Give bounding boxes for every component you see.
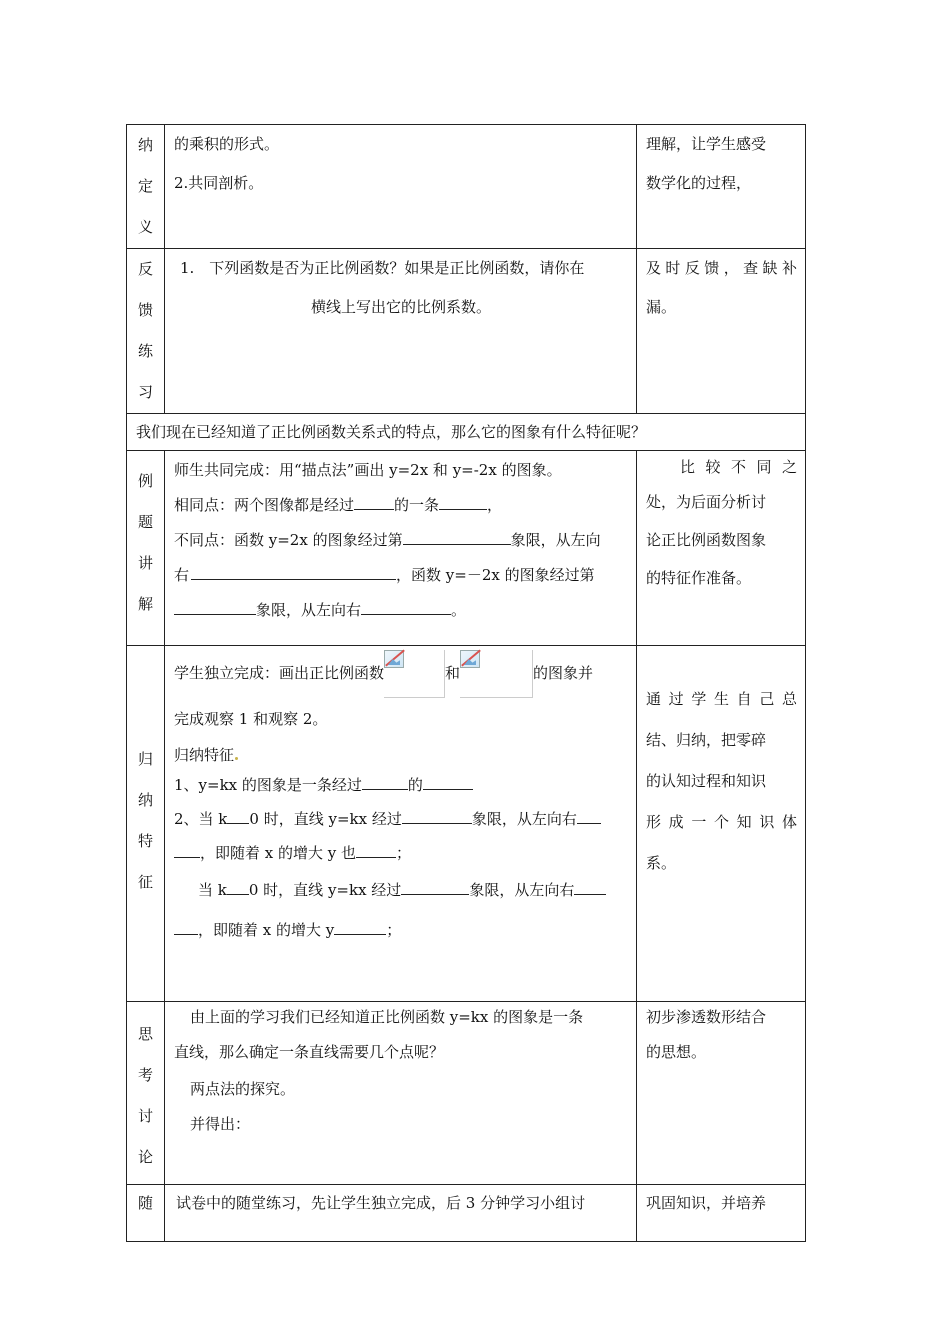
text-span: 归纳特征: [174, 746, 235, 764]
text-span: ，即随着 x 的增大 y: [198, 921, 335, 939]
text-line: [174, 868, 628, 912]
text-span: 相同点：两个图像都是经过: [174, 496, 355, 514]
blank: [356, 841, 396, 858]
label-char: 例: [137, 472, 153, 490]
text-line: [174, 593, 628, 628]
text-line: 完成观察 1 和观察 2。: [174, 710, 328, 728]
note-line: 的认知过程和知识: [646, 772, 767, 790]
text-line: 横线上写出它的比例系数。: [310, 298, 491, 316]
section-label: [127, 1185, 165, 1242]
text-span: ，即随着 x 的增大 y 也: [200, 844, 357, 862]
broken-image-icon: [460, 650, 533, 698]
blank: [403, 528, 511, 545]
dot-mark: [235, 757, 238, 760]
text-span: 2、当 k: [174, 810, 228, 828]
blank: [227, 807, 249, 824]
label-char: 思: [137, 1025, 153, 1043]
text-line: [174, 558, 628, 593]
text-span: 右: [174, 566, 190, 584]
label-char: 解: [137, 595, 153, 613]
broken-image-icon: [384, 650, 445, 698]
text-span: 0 时，直线 y=kx 经过: [248, 881, 402, 899]
note-line: 的特征作准备。: [646, 569, 752, 587]
text-span: 和: [445, 664, 461, 682]
blank: [402, 807, 472, 824]
section-label: [127, 249, 165, 414]
text-span: 的图象并: [533, 664, 594, 682]
text-span: ；: [396, 844, 412, 862]
content-cell: [165, 249, 637, 414]
transition-cell: [127, 414, 806, 451]
text-span: 象限，从左向: [510, 531, 601, 549]
text-span: ，: [487, 496, 503, 514]
text-line: 并得出：: [190, 1115, 251, 1133]
blank: [439, 493, 487, 510]
row-transition: [127, 414, 806, 451]
row-example: [127, 451, 806, 646]
label-char: 征: [137, 873, 153, 891]
text-line: [174, 740, 628, 770]
blank: [174, 841, 200, 858]
text-line: [174, 800, 628, 838]
text-span: ；: [386, 921, 402, 939]
row-discussion: [127, 1002, 806, 1185]
text-span: ，函数 y=－2x 的图象经过第: [396, 566, 595, 584]
blank: [174, 598, 256, 615]
note-line: 漏。: [646, 298, 677, 316]
purpose-cell: [637, 646, 806, 1002]
blank: [362, 773, 408, 790]
section-label: [127, 125, 165, 249]
row-feedback: [127, 249, 806, 414]
note-line: 形 成 一 个 知 识 体: [646, 813, 797, 831]
section-label: [127, 451, 165, 646]
note-line: 及时反馈，查缺补: [646, 259, 797, 277]
label-char: 归: [137, 750, 153, 768]
label-char: 讨: [137, 1107, 153, 1125]
content-cell: [165, 646, 637, 1002]
blank: [361, 598, 451, 615]
content-cell: [165, 451, 637, 646]
lesson-plan-table: [126, 124, 806, 1242]
note-line: 巩固知识，并培养: [646, 1194, 767, 1212]
blank: [191, 563, 396, 580]
note-line: 结、归纳，把零碎: [646, 731, 767, 749]
row-definition: [127, 125, 806, 249]
text-line: 的乘积的形式。: [174, 135, 280, 153]
text-span: 学生独立完成：画出正比例函数: [174, 664, 385, 682]
note-line: 论正比例函数图象: [646, 531, 767, 549]
text-line: 两点法的探究。: [190, 1080, 296, 1098]
purpose-cell: [637, 1185, 806, 1242]
label-char: 反: [137, 260, 153, 278]
content-cell: [165, 1002, 637, 1185]
note-line: 数学化的过程，: [646, 174, 752, 192]
section-label: [127, 646, 165, 1002]
label-char: 论: [137, 1148, 153, 1166]
text-line: [174, 770, 628, 800]
note-line: 的思想。: [646, 1043, 707, 1061]
text-line: 直线，那么确定一条直线需要几个点呢？: [174, 1043, 445, 1061]
blank: [574, 878, 606, 895]
label-char: 定: [137, 177, 153, 195]
label-char: 题: [137, 513, 153, 531]
note-line: 通 过 学 生 自 己 总: [646, 690, 797, 708]
text-span: 象限，从左向右: [469, 881, 575, 899]
purpose-cell: [637, 249, 806, 414]
label-char: 讲: [137, 554, 153, 572]
blank: [334, 918, 386, 935]
section-label: [127, 1002, 165, 1185]
label-char: 义: [137, 218, 153, 236]
label-char: 纳: [137, 791, 153, 809]
content-cell: [165, 1185, 637, 1242]
text-line: 1. 下列函数是否为正比例函数？如果是正比例函数，请你在: [180, 259, 585, 277]
text-line: [174, 838, 628, 868]
label-char: 特: [137, 832, 153, 850]
text-span: 当 k: [198, 881, 227, 899]
text-span: 不同点：函数 y=2x 的图象经过第: [174, 531, 403, 549]
blank: [423, 773, 473, 790]
blank: [577, 807, 601, 824]
text-span: 。: [451, 601, 467, 619]
text-line: 试卷中的随堂练习，先让学生独立完成，后 3 分钟学习小组讨: [176, 1194, 586, 1212]
content-cell: [165, 125, 637, 249]
text-span: 象限，从左向右: [256, 601, 362, 619]
text-span: 象限，从左向右: [471, 810, 577, 828]
row-summary: [127, 646, 806, 1002]
purpose-cell: [637, 451, 806, 646]
text-span: 1、y=kx 的图象是一条经过: [174, 776, 362, 794]
text-span: 的: [407, 776, 423, 794]
label-char: 纳: [137, 136, 153, 154]
row-practice: [127, 1185, 806, 1242]
transition-text: 我们现在已经知道了正比例函数关系式的特点，那么它的图象有什么特征呢？: [136, 423, 647, 441]
blank: [174, 918, 198, 935]
purpose-cell: [637, 125, 806, 249]
text-line: [174, 648, 628, 698]
blank: [354, 493, 394, 510]
text-line: [174, 523, 628, 558]
text-span: 0 时，直线 y=kx 经过: [249, 810, 402, 828]
text-line: [174, 488, 628, 523]
label-char: 馈: [137, 301, 153, 319]
label-char: 习: [137, 383, 153, 401]
blank: [227, 878, 249, 895]
blank: [401, 878, 469, 895]
text-line: 由上面的学习我们已经知道正比例函数 y=kx 的图象是一条: [190, 1008, 584, 1026]
purpose-cell: [637, 1002, 806, 1185]
text-line: [174, 912, 628, 948]
label-char: 考: [137, 1066, 153, 1084]
note-line: 系。: [646, 854, 677, 872]
note-line: 理解，让学生感受: [646, 135, 767, 153]
note-line: 处，为后面分析讨: [646, 493, 767, 511]
text-line: 师生共同完成：用“描点法”画出 y=2x 和 y=-2x 的图象。: [174, 461, 562, 479]
label-char: 练: [137, 342, 153, 360]
label-char: 随: [137, 1194, 153, 1212]
note-line: 比 较 不 同 之: [680, 458, 797, 476]
text-span: 的一条: [394, 496, 440, 514]
note-line: 初步渗透数形结合: [646, 1008, 767, 1026]
text-line: 2.共同剖析。: [174, 174, 264, 192]
